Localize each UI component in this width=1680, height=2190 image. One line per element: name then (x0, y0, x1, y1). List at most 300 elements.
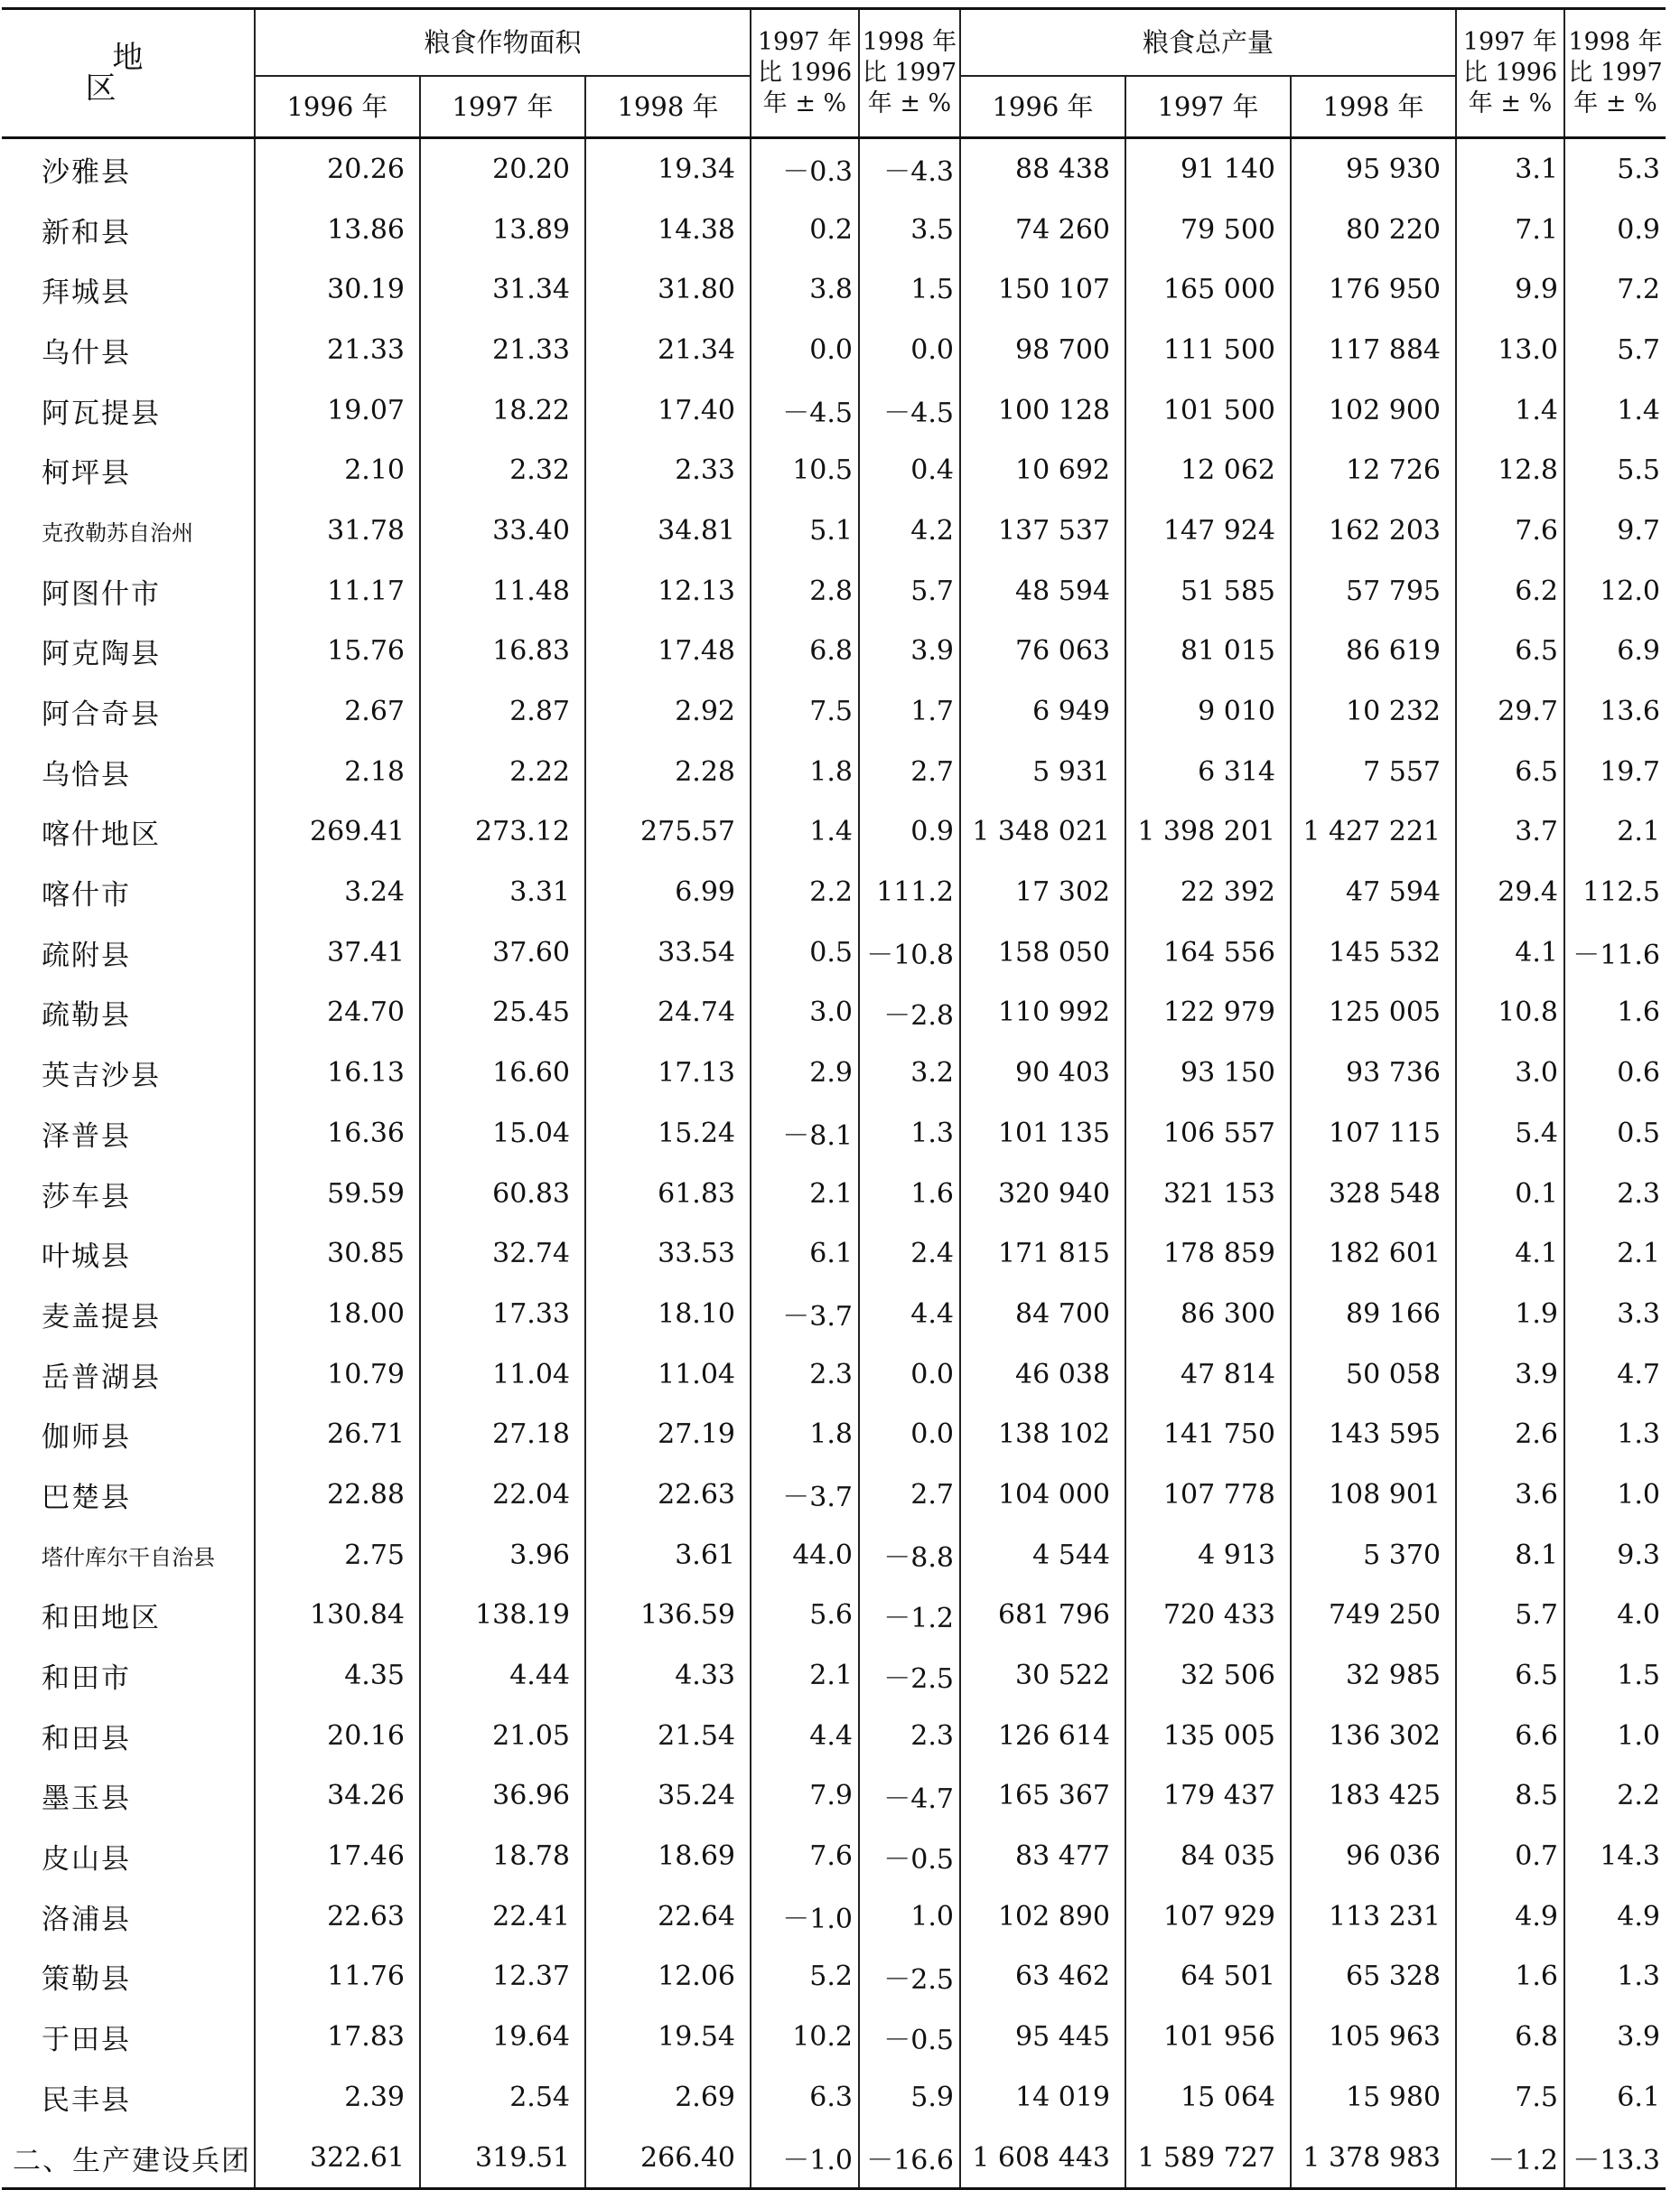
table-row (2, 2007, 1666, 2067)
area-change-97-cell: 10.2 (751, 2007, 859, 2067)
output-change-97-cell: 1.9 (1456, 1284, 1564, 1344)
area-change-98-cell: 5.7 (859, 561, 960, 622)
output-change-98-cell: 13.6 (1564, 681, 1666, 742)
region-name-cell: 阿合奇县 (42, 698, 161, 732)
area-change-97-cell: －1.0 (751, 1886, 859, 1947)
area-change-98-cell: 1.6 (859, 1164, 960, 1224)
output-1998-cell: 125 005 (1291, 983, 1456, 1044)
output-change-98-cell: 4.0 (1564, 1586, 1666, 1646)
area-change-97-cell: 0.2 (751, 200, 859, 260)
output-1996-cell: 158 050 (960, 922, 1125, 983)
output-1998-cell: 749 250 (1291, 1586, 1456, 1646)
area-change-98-cell: －2.5 (859, 1947, 960, 2008)
output-1997-cell: 111 500 (1125, 320, 1291, 380)
area-1998-cell: 136.59 (585, 1586, 751, 1646)
output-1997-cell: 91 140 (1125, 138, 1291, 200)
area-1998-cell: 11.04 (585, 1344, 751, 1405)
table-row (2, 2128, 1666, 2189)
output-1998-cell: 1 427 221 (1291, 802, 1456, 863)
output-change-97-cell: 10.8 (1456, 983, 1564, 1044)
table-row (2, 561, 1666, 622)
area-change-97-cell: －3.7 (751, 1465, 859, 1525)
area-1998-cell: 2.33 (585, 440, 751, 501)
output-change-98-cell: 14.3 (1564, 1826, 1666, 1886)
area-1997-cell: 22.04 (420, 1465, 585, 1525)
area-change-97-cell: 2.9 (751, 1043, 859, 1103)
pct98-label: 1998 年 比 1997 年 ± % (1568, 28, 1663, 117)
table-row (2, 259, 1666, 320)
table-row (2, 320, 1666, 380)
area-1998-cell: 275.57 (585, 802, 751, 863)
output-change-97-cell: 1.4 (1456, 380, 1564, 441)
region-name-cell: 喀什市 (42, 879, 131, 912)
area-change-97-cell: －8.1 (751, 1103, 859, 1164)
area-change-98-cell: 5.9 (859, 2067, 960, 2128)
output-change-97-cell: 3.6 (1456, 1465, 1564, 1525)
area-1997-cell: 25.45 (420, 983, 585, 1044)
area-pct98-header (859, 9, 960, 138)
output-1997-cell: 12 062 (1125, 440, 1291, 501)
prod-year-1997-header: 1997 年 (1125, 76, 1291, 138)
output-1998-cell: 1 378 983 (1291, 2128, 1456, 2189)
area-1996-cell: 3.24 (255, 862, 420, 922)
area-change-97-cell: 6.8 (751, 622, 859, 682)
area-1998-cell: 21.34 (585, 320, 751, 380)
output-1996-cell: 1 608 443 (960, 2128, 1125, 2189)
output-1996-cell: 90 403 (960, 1043, 1125, 1103)
area-1997-cell: 36.96 (420, 1766, 585, 1827)
area-change-98-cell: 0.0 (859, 1344, 960, 1405)
area-1996-cell: 19.07 (255, 380, 420, 441)
table-row (2, 1886, 1666, 1947)
area-1998-cell: 19.54 (585, 2007, 751, 2067)
area-change-97-cell: 3.8 (751, 259, 859, 320)
output-change-97-cell: 6.8 (1456, 2007, 1564, 2067)
output-1997-cell: 178 859 (1125, 1223, 1291, 1284)
area-change-97-cell: 0.5 (751, 922, 859, 983)
area-change-97-cell: 5.6 (751, 1586, 859, 1646)
area-change-98-cell: 2.7 (859, 1465, 960, 1525)
area-1998-cell: 31.80 (585, 259, 751, 320)
area-1997-cell: 4.44 (420, 1645, 585, 1706)
region-name-cell: 和田市 (42, 1662, 131, 1696)
region-header: 地 区 (2, 9, 255, 138)
output-1997-cell: 1 398 201 (1125, 802, 1291, 863)
area-1997-cell: 18.22 (420, 380, 585, 441)
area-change-98-cell: 4.4 (859, 1284, 960, 1344)
table-row (2, 1043, 1666, 1103)
area-1997-cell: 27.18 (420, 1404, 585, 1465)
region-name-cell: 叶城县 (42, 1240, 131, 1274)
output-1997-cell: 93 150 (1125, 1043, 1291, 1103)
table-row (2, 681, 1666, 742)
area-change-97-cell: 6.1 (751, 1223, 859, 1284)
area-1998-cell: 18.10 (585, 1284, 751, 1344)
area-1996-cell: 10.79 (255, 1344, 420, 1405)
region-name-cell: 墨玉县 (42, 1783, 131, 1816)
area-1998-cell: 19.34 (585, 138, 751, 200)
output-change-98-cell: 9.3 (1564, 1525, 1666, 1586)
area-1997-cell: 3.31 (420, 862, 585, 922)
output-change-98-cell: 2.3 (1564, 1164, 1666, 1224)
output-change-97-cell: 2.6 (1456, 1404, 1564, 1465)
area-1998-cell: 34.81 (585, 501, 751, 561)
area-1998-cell: 2.28 (585, 742, 751, 802)
area-1996-cell: 59.59 (255, 1164, 420, 1224)
output-1996-cell: 6 949 (960, 681, 1125, 742)
area-1997-cell: 15.04 (420, 1103, 585, 1164)
output-1997-cell: 101 956 (1125, 2007, 1291, 2067)
region-name-cell: 喀什地区 (42, 819, 161, 852)
output-change-98-cell: 12.0 (1564, 561, 1666, 622)
output-change-98-cell: 5.7 (1564, 320, 1666, 380)
area-1997-cell: 273.12 (420, 802, 585, 863)
area-change-98-cell: 0.4 (859, 440, 960, 501)
area-1997-cell: 22.41 (420, 1886, 585, 1947)
pct97-label: 1997 年 比 1996 年 ± % (1462, 28, 1558, 117)
output-1997-cell: 32 506 (1125, 1645, 1291, 1706)
output-change-97-cell: －1.2 (1456, 2128, 1564, 2189)
region-name-cell: 民丰县 (42, 2083, 131, 2117)
output-change-97-cell: 4.1 (1456, 1223, 1564, 1284)
area-1997-cell: 31.34 (420, 259, 585, 320)
table-row (2, 922, 1666, 983)
output-1998-cell: 47 594 (1291, 862, 1456, 922)
output-change-97-cell: 6.6 (1456, 1706, 1564, 1766)
output-change-97-cell: 13.0 (1456, 320, 1564, 380)
area-1997-cell: 2.87 (420, 681, 585, 742)
area-change-97-cell: 1.4 (751, 802, 859, 863)
output-1996-cell: 83 477 (960, 1826, 1125, 1886)
output-change-98-cell: 2.2 (1564, 1766, 1666, 1827)
output-1997-cell: 64 501 (1125, 1947, 1291, 2008)
area-1998-cell: 33.54 (585, 922, 751, 983)
area-change-98-cell: －4.5 (859, 380, 960, 441)
output-change-97-cell: 0.1 (1456, 1164, 1564, 1224)
table-row (2, 983, 1666, 1044)
area-year-1998-header: 1998 年 (585, 76, 751, 138)
region-name-cell: 柯坪县 (42, 457, 131, 491)
area-1997-cell: 17.33 (420, 1284, 585, 1344)
region-name-cell: 和田地区 (42, 1602, 161, 1635)
output-1997-cell: 141 750 (1125, 1404, 1291, 1465)
output-1998-cell: 65 328 (1291, 1947, 1456, 2008)
output-1997-cell: 6 314 (1125, 742, 1291, 802)
output-change-97-cell: 4.9 (1456, 1886, 1564, 1947)
area-1998-cell: 266.40 (585, 2128, 751, 2189)
region-name-cell: 沙雅县 (42, 155, 131, 189)
area-1996-cell: 130.84 (255, 1586, 420, 1646)
area-1998-cell: 3.61 (585, 1525, 751, 1586)
region-name-cell: 策勒县 (42, 1963, 131, 1997)
output-1997-cell: 101 500 (1125, 380, 1291, 441)
area-1998-cell: 17.48 (585, 622, 751, 682)
output-change-98-cell: 3.3 (1564, 1284, 1666, 1344)
output-1998-cell: 7 557 (1291, 742, 1456, 802)
output-1997-cell: 51 585 (1125, 561, 1291, 622)
area-group-header: 粮食作物面积 (255, 9, 751, 77)
area-1997-cell: 37.60 (420, 922, 585, 983)
region-name-cell: 乌什县 (42, 336, 131, 370)
output-change-97-cell: 8.1 (1456, 1525, 1564, 1586)
table-body (2, 138, 1666, 2189)
region-name-cell: 于田县 (42, 2024, 131, 2057)
table-row (2, 2067, 1666, 2128)
area-1996-cell: 4.35 (255, 1645, 420, 1706)
area-1998-cell: 33.53 (585, 1223, 751, 1284)
area-1997-cell: 60.83 (420, 1164, 585, 1224)
output-change-98-cell: 4.7 (1564, 1344, 1666, 1405)
area-change-98-cell: 1.0 (859, 1886, 960, 1947)
output-change-98-cell: 112.5 (1564, 862, 1666, 922)
area-1996-cell: 24.70 (255, 983, 420, 1044)
area-1996-cell: 17.46 (255, 1826, 420, 1886)
output-1997-cell: 79 500 (1125, 200, 1291, 260)
area-1998-cell: 21.54 (585, 1706, 751, 1766)
output-1998-cell: 32 985 (1291, 1645, 1456, 1706)
area-change-98-cell: 1.3 (859, 1103, 960, 1164)
output-1998-cell: 145 532 (1291, 922, 1456, 983)
output-1998-cell: 162 203 (1291, 501, 1456, 561)
output-1997-cell: 9 010 (1125, 681, 1291, 742)
output-1996-cell: 84 700 (960, 1284, 1125, 1344)
output-1996-cell: 150 107 (960, 259, 1125, 320)
output-change-97-cell: 3.9 (1456, 1344, 1564, 1405)
region-name-cell: 阿图什市 (42, 577, 161, 611)
grain-statistics-table (2, 7, 1666, 2190)
region-name-cell: 英吉沙县 (42, 1060, 161, 1093)
table-row (2, 1947, 1666, 2008)
output-1998-cell: 183 425 (1291, 1766, 1456, 1827)
table-row (2, 501, 1666, 561)
output-1996-cell: 46 038 (960, 1344, 1125, 1405)
area-1997-cell: 19.64 (420, 2007, 585, 2067)
region-name-cell: 泽普县 (42, 1119, 131, 1153)
table-row (2, 622, 1666, 682)
output-change-98-cell: 1.5 (1564, 1645, 1666, 1706)
output-1998-cell: 93 736 (1291, 1043, 1456, 1103)
table-row (2, 1586, 1666, 1646)
area-1998-cell: 12.13 (585, 561, 751, 622)
output-1997-cell: 15 064 (1125, 2067, 1291, 2128)
output-1997-cell: 47 814 (1125, 1344, 1291, 1405)
area-change-97-cell: 7.9 (751, 1766, 859, 1827)
output-change-98-cell: 6.9 (1564, 622, 1666, 682)
area-change-97-cell: 2.8 (751, 561, 859, 622)
area-1996-cell: 31.78 (255, 501, 420, 561)
area-change-97-cell: 44.0 (751, 1525, 859, 1586)
output-change-98-cell: 1.6 (1564, 983, 1666, 1044)
statistics-table-page (2, 7, 1663, 2190)
area-change-97-cell: 2.3 (751, 1344, 859, 1405)
output-1998-cell: 113 231 (1291, 1886, 1456, 1947)
output-change-97-cell: 7.5 (1456, 2067, 1564, 2128)
area-1996-cell: 16.36 (255, 1103, 420, 1164)
output-1996-cell: 137 537 (960, 501, 1125, 561)
area-1998-cell: 15.24 (585, 1103, 751, 1164)
prod-year-1998-header: 1998 年 (1291, 76, 1456, 138)
output-1998-cell: 95 930 (1291, 138, 1456, 200)
region-name-cell: 伽师县 (42, 1421, 131, 1455)
area-1996-cell: 2.75 (255, 1525, 420, 1586)
output-1997-cell: 86 300 (1125, 1284, 1291, 1344)
output-change-98-cell: 5.3 (1564, 138, 1666, 200)
area-1996-cell: 37.41 (255, 922, 420, 983)
area-1996-cell: 2.18 (255, 742, 420, 802)
area-1997-cell: 20.20 (420, 138, 585, 200)
area-change-98-cell: －4.3 (859, 138, 960, 200)
area-change-98-cell: 2.3 (859, 1706, 960, 1766)
area-change-97-cell: 2.1 (751, 1164, 859, 1224)
output-change-98-cell: 6.1 (1564, 2067, 1666, 2128)
area-change-98-cell: －2.8 (859, 983, 960, 1044)
output-1996-cell: 681 796 (960, 1586, 1125, 1646)
output-1996-cell: 74 260 (960, 200, 1125, 260)
area-1996-cell: 269.41 (255, 802, 420, 863)
table-row (2, 1766, 1666, 1827)
area-1998-cell: 14.38 (585, 200, 751, 260)
area-1996-cell: 22.63 (255, 1886, 420, 1947)
region-name-cell: 拜城县 (42, 276, 131, 310)
region-name-cell: 洛浦县 (42, 1903, 131, 1936)
output-change-98-cell: 1.3 (1564, 1404, 1666, 1465)
area-1998-cell: 12.06 (585, 1947, 751, 2008)
output-change-98-cell: 9.7 (1564, 501, 1666, 561)
table-row (2, 380, 1666, 441)
area-change-97-cell: 5.2 (751, 1947, 859, 2008)
area-change-98-cell: 0.9 (859, 802, 960, 863)
output-change-97-cell: 0.7 (1456, 1826, 1564, 1886)
table-row (2, 742, 1666, 802)
output-change-97-cell: 9.9 (1456, 259, 1564, 320)
area-1997-cell: 32.74 (420, 1223, 585, 1284)
output-change-98-cell: 5.5 (1564, 440, 1666, 501)
region-name-cell: 新和县 (42, 216, 131, 249)
table-row (2, 1344, 1666, 1405)
area-change-97-cell: 3.0 (751, 983, 859, 1044)
area-1996-cell: 21.33 (255, 320, 420, 380)
area-change-98-cell: 0.0 (859, 1404, 960, 1465)
output-change-97-cell: 12.8 (1456, 440, 1564, 501)
area-change-97-cell: 10.5 (751, 440, 859, 501)
area-1997-cell: 16.60 (420, 1043, 585, 1103)
output-1998-cell: 57 795 (1291, 561, 1456, 622)
area-change-97-cell: 1.8 (751, 1404, 859, 1465)
output-1997-cell: 720 433 (1125, 1586, 1291, 1646)
area-1997-cell: 13.89 (420, 200, 585, 260)
output-1997-cell: 179 437 (1125, 1766, 1291, 1827)
table-row (2, 1284, 1666, 1344)
output-change-98-cell: －13.3 (1564, 2128, 1666, 2189)
output-change-97-cell: 29.4 (1456, 862, 1564, 922)
output-1996-cell: 98 700 (960, 320, 1125, 380)
output-1996-cell: 4 544 (960, 1525, 1125, 1586)
area-1996-cell: 11.17 (255, 561, 420, 622)
area-1997-cell: 319.51 (420, 2128, 585, 2189)
output-change-98-cell: 3.9 (1564, 2007, 1666, 2067)
output-1998-cell: 80 220 (1291, 200, 1456, 260)
area-1996-cell: 322.61 (255, 2128, 420, 2189)
output-1998-cell: 15 980 (1291, 2067, 1456, 2128)
output-change-97-cell: 3.1 (1456, 138, 1564, 200)
output-1997-cell: 106 557 (1125, 1103, 1291, 1164)
table-row (2, 1645, 1666, 1706)
output-change-97-cell: 5.7 (1456, 1586, 1564, 1646)
area-change-98-cell: －10.8 (859, 922, 960, 983)
area-1998-cell: 22.63 (585, 1465, 751, 1525)
region-name-cell: 乌恰县 (42, 758, 131, 791)
output-change-98-cell: 7.2 (1564, 259, 1666, 320)
region-name-cell: 疏附县 (42, 939, 131, 972)
region-name-cell: 阿克陶县 (42, 638, 161, 671)
table-row (2, 1525, 1666, 1586)
area-change-98-cell: 3.5 (859, 200, 960, 260)
area-change-97-cell: 4.4 (751, 1706, 859, 1766)
area-1996-cell: 15.76 (255, 622, 420, 682)
area-1998-cell: 61.83 (585, 1164, 751, 1224)
output-1996-cell: 100 128 (960, 380, 1125, 441)
output-1997-cell: 164 556 (1125, 922, 1291, 983)
table-row (2, 1223, 1666, 1284)
output-1998-cell: 117 884 (1291, 320, 1456, 380)
area-change-97-cell: －3.7 (751, 1284, 859, 1344)
area-1996-cell: 30.19 (255, 259, 420, 320)
output-1997-cell: 122 979 (1125, 983, 1291, 1044)
output-1998-cell: 107 115 (1291, 1103, 1456, 1164)
output-1998-cell: 50 058 (1291, 1344, 1456, 1405)
output-1996-cell: 104 000 (960, 1465, 1125, 1525)
output-change-98-cell: 0.5 (1564, 1103, 1666, 1164)
area-1997-cell: 138.19 (420, 1586, 585, 1646)
output-change-98-cell: 1.3 (1564, 1947, 1666, 2008)
output-1997-cell: 107 929 (1125, 1886, 1291, 1947)
output-1998-cell: 108 901 (1291, 1465, 1456, 1525)
region-name-cell: 和田县 (42, 1722, 131, 1755)
area-1997-cell: 12.37 (420, 1947, 585, 2008)
output-change-97-cell: 1.6 (1456, 1947, 1564, 2008)
output-1998-cell: 182 601 (1291, 1223, 1456, 1284)
output-1996-cell: 48 594 (960, 561, 1125, 622)
output-1996-cell: 5 931 (960, 742, 1125, 802)
output-1998-cell: 143 595 (1291, 1404, 1456, 1465)
area-change-98-cell: 2.4 (859, 1223, 960, 1284)
area-1996-cell: 18.00 (255, 1284, 420, 1344)
table-row (2, 200, 1666, 260)
output-change-97-cell: 5.4 (1456, 1103, 1564, 1164)
prod-pct98-header (1564, 9, 1666, 138)
output-1998-cell: 10 232 (1291, 681, 1456, 742)
region-name-cell: 麦盖提县 (42, 1300, 161, 1334)
area-1997-cell: 2.32 (420, 440, 585, 501)
area-1998-cell: 4.33 (585, 1645, 751, 1706)
region-name-cell: 岳普湖县 (42, 1361, 161, 1394)
prod-year-1996-header: 1996 年 (960, 76, 1125, 138)
output-1998-cell: 12 726 (1291, 440, 1456, 501)
area-change-98-cell: 1.5 (859, 259, 960, 320)
output-change-97-cell: 29.7 (1456, 681, 1564, 742)
area-1996-cell: 11.76 (255, 1947, 420, 2008)
output-1998-cell: 89 166 (1291, 1284, 1456, 1344)
output-change-97-cell: 6.5 (1456, 1645, 1564, 1706)
output-1998-cell: 105 963 (1291, 2007, 1456, 2067)
region-name-cell: 皮山县 (42, 1843, 131, 1876)
output-1996-cell: 30 522 (960, 1645, 1125, 1706)
area-change-98-cell: 1.7 (859, 681, 960, 742)
area-1996-cell: 2.39 (255, 2067, 420, 2128)
pct98-label: 1998 年 比 1997 年 ± % (862, 28, 957, 117)
area-change-98-cell: 3.2 (859, 1043, 960, 1103)
area-change-97-cell: 2.1 (751, 1645, 859, 1706)
